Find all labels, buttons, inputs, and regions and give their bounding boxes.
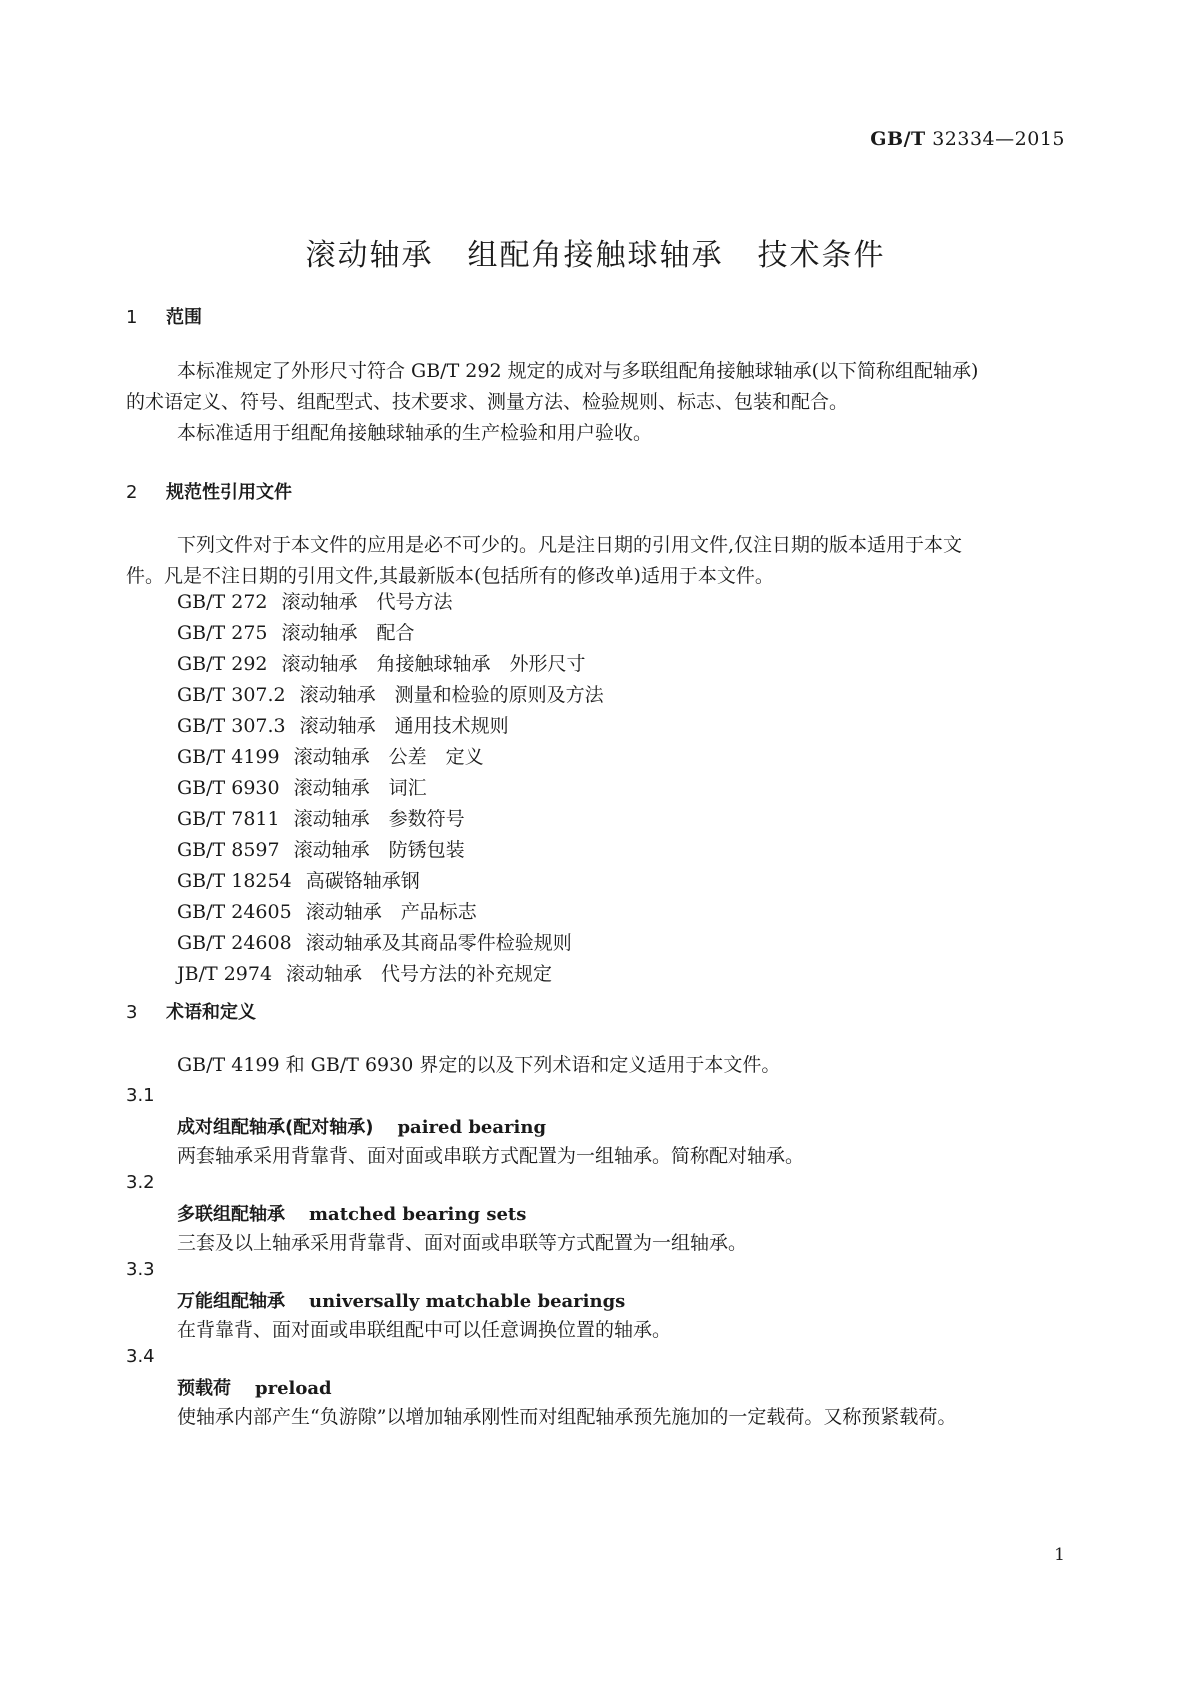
text-line: 的术语定义、符号、组配型式、技术要求、测量方法、检验规则、标志、包装和配合。 bbox=[126, 391, 849, 413]
reference-title: 滚动轴承 防锈包装 bbox=[293, 839, 465, 861]
term-number: 3.2 bbox=[126, 1172, 155, 1193]
reference-item bbox=[177, 804, 604, 835]
reference-item bbox=[177, 618, 604, 649]
section-2-heading bbox=[126, 478, 292, 504]
reference-code: GB/T 292 bbox=[177, 653, 268, 675]
reference-title: 滚动轴承 配合 bbox=[281, 622, 415, 644]
reference-item bbox=[177, 711, 604, 742]
term-chinese: 预载荷 bbox=[177, 1378, 231, 1399]
section-3-intro bbox=[126, 1050, 1066, 1081]
reference-item bbox=[177, 897, 604, 928]
text-line: 下列文件对于本文件的应用是必不可少的。凡是注日期的引用文件,仅注日期的版本适用于本文 bbox=[177, 534, 963, 556]
text-line: 件。凡是不注日期的引用文件,其最新版本(包括所有的修改单)适用于本文件。 bbox=[126, 565, 774, 587]
standard-code bbox=[870, 128, 1065, 150]
section-number: 1 bbox=[126, 307, 138, 328]
text-line: 本标准规定了外形尺寸符合 GB/T 292 规定的成对与多联组配角接触球轴承(以下简称组配轴承) bbox=[177, 360, 979, 382]
reference-code: GB/T 8597 bbox=[177, 839, 280, 861]
reference-title: 高碳铬轴承钢 bbox=[305, 870, 420, 892]
reference-item bbox=[177, 928, 604, 959]
title-part-1: 滚动轴承 bbox=[305, 238, 434, 273]
title-part-3: 技术条件 bbox=[757, 238, 886, 273]
term-english: preload bbox=[255, 1378, 332, 1399]
section-number: 3 bbox=[126, 1002, 138, 1023]
reference-title: 滚动轴承 代号方法 bbox=[281, 591, 453, 613]
standard-prefix: GB/T bbox=[870, 128, 926, 150]
term-chinese: 成对组配轴承(配对轴承) bbox=[177, 1117, 374, 1138]
section-2-paragraph bbox=[126, 530, 1066, 592]
section-1-heading bbox=[126, 303, 202, 329]
reference-code: GB/T 307.2 bbox=[177, 684, 286, 706]
section-3-heading bbox=[126, 998, 256, 1024]
reference-code: GB/T 307.3 bbox=[177, 715, 286, 737]
reference-title: 滚动轴承 词汇 bbox=[293, 777, 427, 799]
reference-code: GB/T 18254 bbox=[177, 870, 292, 892]
term-heading bbox=[177, 1374, 332, 1400]
term-english: matched bearing sets bbox=[309, 1204, 527, 1225]
section-title: 范围 bbox=[166, 307, 202, 328]
reference-list bbox=[177, 587, 604, 990]
reference-title: 滚动轴承 测量和检验的原则及方法 bbox=[299, 684, 604, 706]
document-title bbox=[0, 230, 1191, 274]
section-title: 规范性引用文件 bbox=[166, 482, 292, 503]
term-number: 3.4 bbox=[126, 1346, 155, 1367]
term-number: 3.3 bbox=[126, 1259, 155, 1280]
section-1-paragraph-2 bbox=[126, 418, 1066, 449]
section-title: 术语和定义 bbox=[166, 1002, 256, 1023]
reference-title: 滚动轴承 代号方法的补充规定 bbox=[286, 963, 553, 985]
reference-item bbox=[177, 959, 604, 990]
term-heading bbox=[177, 1113, 546, 1139]
term-chinese: 万能组配轴承 bbox=[177, 1291, 285, 1312]
page-number: 1 bbox=[1054, 1545, 1065, 1565]
term-definition: 在背靠背、面对面或串联组配中可以任意调换位置的轴承。 bbox=[177, 1319, 672, 1341]
term-english: paired bearing bbox=[397, 1117, 547, 1138]
reference-code: GB/T 275 bbox=[177, 622, 268, 644]
title-part-2: 组配角接触球轴承 bbox=[467, 238, 724, 273]
reference-item bbox=[177, 835, 604, 866]
reference-item bbox=[177, 773, 604, 804]
reference-code: GB/T 4199 bbox=[177, 746, 280, 768]
reference-title: 滚动轴承 角接触球轴承 外形尺寸 bbox=[281, 653, 586, 675]
reference-title: 滚动轴承 参数符号 bbox=[293, 808, 465, 830]
reference-code: GB/T 7811 bbox=[177, 808, 280, 830]
text-line: 本标准适用于组配角接触球轴承的生产检验和用户验收。 bbox=[177, 422, 653, 444]
section-1-paragraph-1 bbox=[126, 356, 1066, 418]
text-line: GB/T 4199 和 GB/T 6930 界定的以及下列术语和定义适用于本文件。 bbox=[177, 1054, 781, 1076]
reference-code: GB/T 272 bbox=[177, 591, 268, 613]
reference-item bbox=[177, 866, 604, 897]
term-heading bbox=[177, 1200, 526, 1226]
term-definition: 两套轴承采用背靠背、面对面或串联方式配置为一组轴承。简称配对轴承。 bbox=[177, 1145, 805, 1167]
reference-title: 滚动轴承及其商品零件检验规则 bbox=[305, 932, 572, 954]
term-chinese: 多联组配轴承 bbox=[177, 1204, 285, 1225]
reference-item bbox=[177, 587, 604, 618]
reference-code: JB/T 2974 bbox=[177, 963, 273, 985]
term-definition: 使轴承内部产生“负游隙”以增加轴承刚性而对组配轴承预先施加的一定载荷。又称预紧载荷。 bbox=[177, 1406, 957, 1428]
term-heading bbox=[177, 1287, 625, 1313]
reference-title: 滚动轴承 通用技术规则 bbox=[299, 715, 509, 737]
reference-code: GB/T 24608 bbox=[177, 932, 292, 954]
reference-title: 滚动轴承 公差 定义 bbox=[293, 746, 484, 768]
reference-item bbox=[177, 649, 604, 680]
reference-item bbox=[177, 742, 604, 773]
term-number: 3.1 bbox=[126, 1085, 155, 1106]
reference-code: GB/T 6930 bbox=[177, 777, 280, 799]
standard-number: 32334—2015 bbox=[932, 128, 1065, 150]
term-definition: 三套及以上轴承采用背靠背、面对面或串联等方式配置为一组轴承。 bbox=[177, 1232, 748, 1254]
term-english: universally matchable bearings bbox=[309, 1291, 626, 1312]
section-number: 2 bbox=[126, 482, 138, 503]
reference-item bbox=[177, 680, 604, 711]
reference-code: GB/T 24605 bbox=[177, 901, 292, 923]
reference-title: 滚动轴承 产品标志 bbox=[305, 901, 477, 923]
